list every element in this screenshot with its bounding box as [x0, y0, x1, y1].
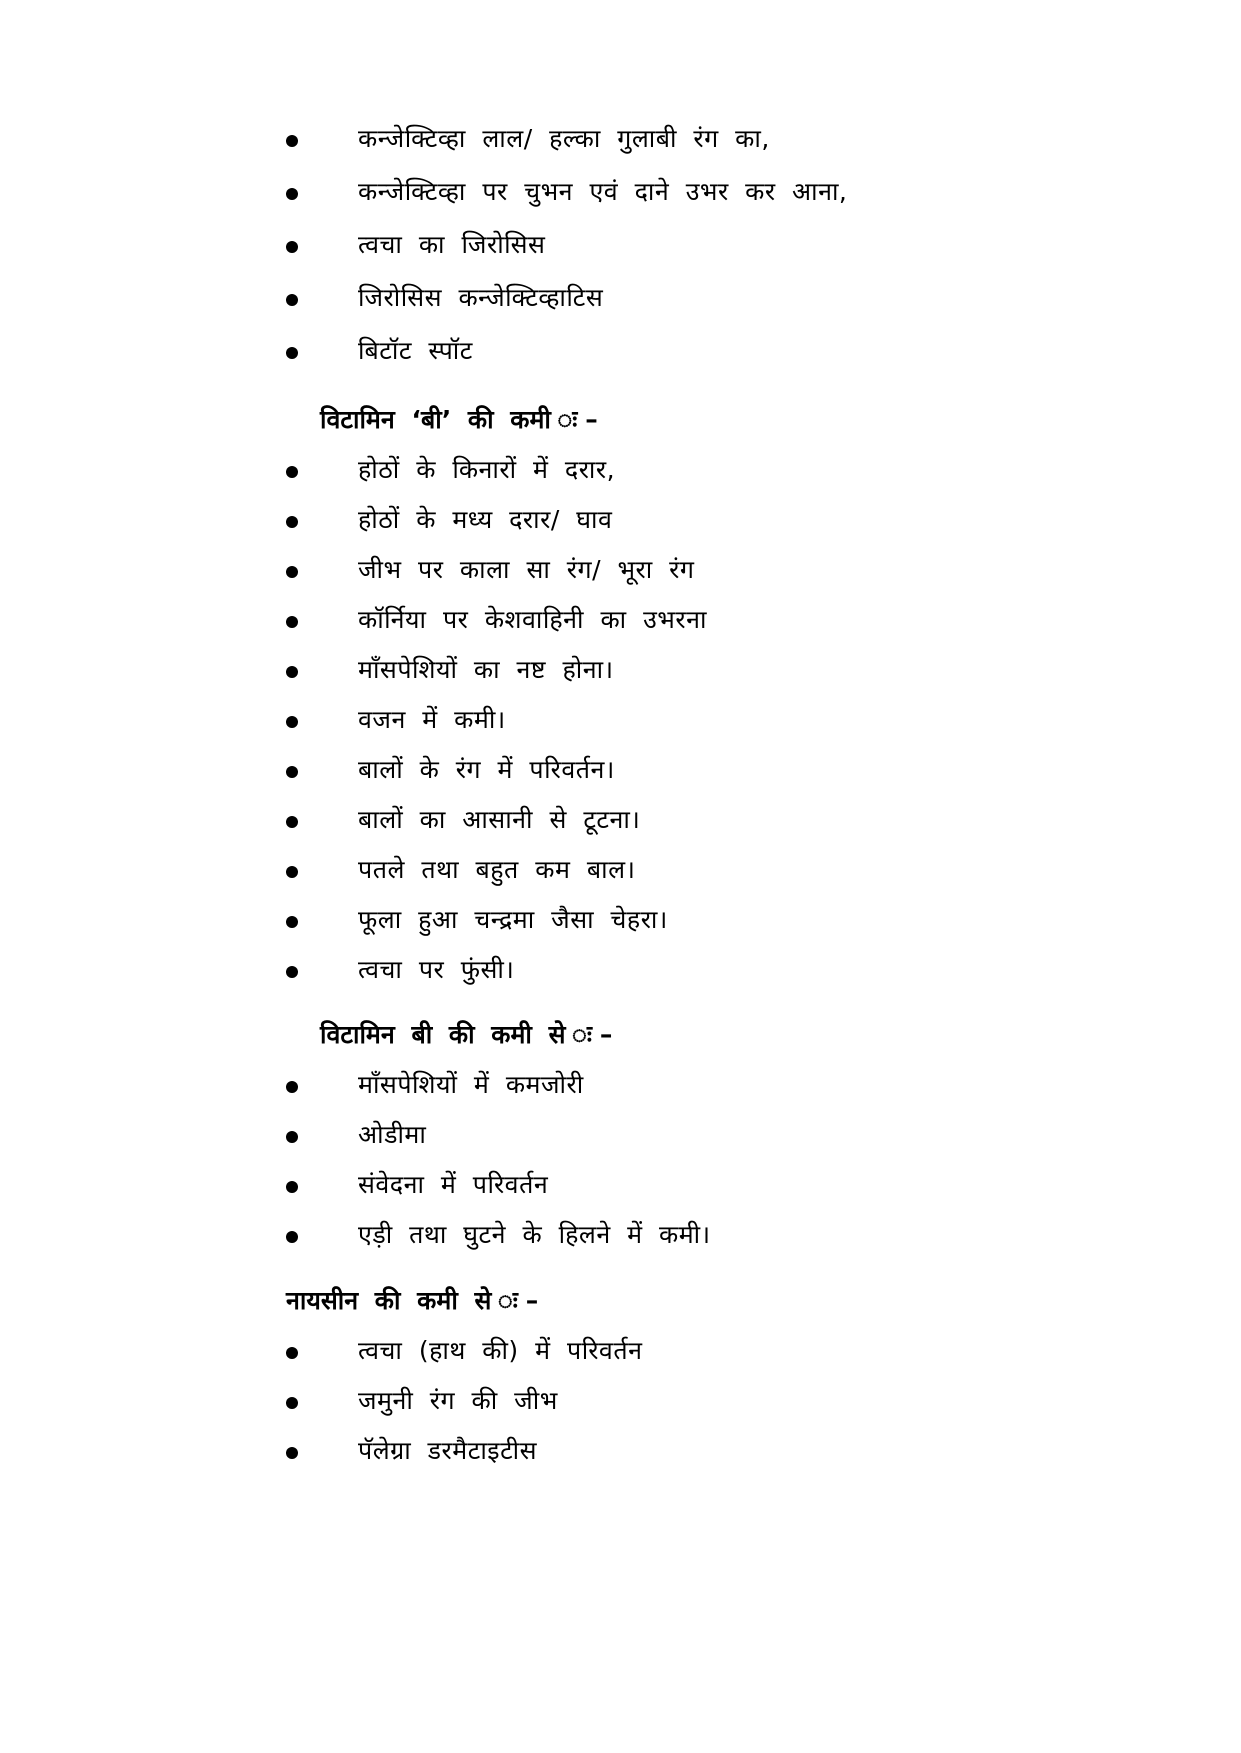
list-item: होठों के किनारों में दरार,: [0, 446, 1241, 496]
bullet-icon: [286, 1081, 298, 1093]
list-item: कन्जेक्टिव्हा पर चुभन एवं दाने उभर कर आना,: [0, 168, 1241, 218]
list-item: माँसपेशियों का नष्ट होना।: [0, 646, 1241, 696]
list-item: जिरोसिस कन्जेक्टिव्हाटिस: [0, 274, 1241, 324]
list-item: फूला हुआ चन्द्रमा जैसा चेहरा।: [0, 896, 1241, 946]
list-item: बिटॉट स्पॉट: [0, 327, 1241, 377]
list-item: त्वचा का जिरोसिस: [0, 221, 1241, 271]
bullet-icon: [286, 716, 298, 728]
bullet-icon: [286, 1181, 298, 1193]
bullet-icon: [286, 616, 298, 628]
list-item: एड़ी तथा घुटने के हिलने में कमी।: [0, 1211, 1241, 1261]
bullet-icon: [286, 1347, 298, 1359]
bullet-icon: [286, 666, 298, 678]
section-heading-niacin: नायसीन की कमी से ः–: [286, 1286, 539, 1315]
list-item: बालों के रंग में परिवर्तन।: [0, 746, 1241, 796]
list-item: पतले तथा बहुत कम बाल।: [0, 846, 1241, 896]
bullet-icon: [286, 135, 298, 147]
list-item: पॅलेग्रा डरमैटाइटीस: [0, 1427, 1241, 1477]
list-item: बालों का आसानी से टूटना।: [0, 796, 1241, 846]
section-heading-vitamin-b: विटामिन ‘बी’ की कमी ः–: [320, 405, 598, 434]
list-item: कॉर्निया पर केशवाहिनी का उभरना: [0, 596, 1241, 646]
list-item: त्वचा (हाथ की) में परिवर्तन: [0, 1327, 1241, 1377]
list-item: वजन में कमी।: [0, 696, 1241, 746]
bullet-icon: [286, 1231, 298, 1243]
list-item: माँसपेशियों में कमजोरी: [0, 1061, 1241, 1111]
bullet-icon: [286, 966, 298, 978]
bullet-icon: [286, 766, 298, 778]
list-item: ओडीमा: [0, 1111, 1241, 1161]
list-item: कन्जेक्टिव्हा लाल/ हल्का गुलाबी रंग का,: [0, 115, 1241, 165]
list-item: संवेदना में परिवर्तन: [0, 1161, 1241, 1211]
bullet-icon: [286, 1447, 298, 1459]
bullet-icon: [286, 916, 298, 928]
bullet-icon: [286, 241, 298, 253]
bullet-icon: [286, 566, 298, 578]
bullet-icon: [286, 516, 298, 528]
bullet-icon: [286, 294, 298, 306]
bullet-icon: [286, 816, 298, 828]
bullet-icon: [286, 1131, 298, 1143]
list-item: जीभ पर काला सा रंग/ भूरा रंग: [0, 546, 1241, 596]
list-item: जमुनी रंग की जीभ: [0, 1377, 1241, 1427]
bullet-icon: [286, 466, 298, 478]
bullet-icon: [286, 347, 298, 359]
section-heading-vitamin-b-deficiency: विटामिन बी की कमी से ः–: [320, 1020, 613, 1049]
list-item: होठों के मध्य दरार/ घाव: [0, 496, 1241, 546]
bullet-icon: [286, 188, 298, 200]
list-item: त्वचा पर फुंसी।: [0, 946, 1241, 996]
bullet-icon: [286, 866, 298, 878]
bullet-icon: [286, 1397, 298, 1409]
